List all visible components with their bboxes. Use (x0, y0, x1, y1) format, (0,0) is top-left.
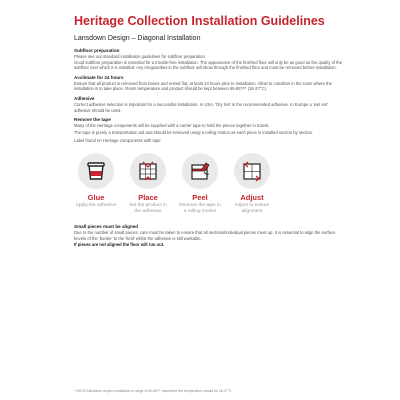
section-heading-subfloor: Subfloor preparation (74, 48, 120, 53)
step-glue-circle (78, 153, 114, 189)
adhesive-tub-icon (85, 160, 107, 182)
section-small-pieces (74, 224, 344, 247)
section-tape (74, 117, 344, 143)
subfloor-paragraph-2: Good subfloor preparation is essential for a trouble-free installation. The appearance of the finished floor will only be as good as the quality of the subfloor over which it is installed. Any irregularities in the subfloor will show through the finished floor and must be removed before installation. (74, 59, 343, 71)
section-heading-adhesive: Adhesive (74, 95, 95, 101)
section-adhesive (74, 96, 344, 113)
section-heading-small-pieces: Small pieces must be aligned (74, 224, 139, 230)
adhesive-paragraph: Correct adhesive selection is important for a successful installation. In USA, 'Dry Set' is the recommended adhesive. In Europe a 'wet set' adhesive should be used. (74, 101, 328, 113)
step-adjust-desc: Adjust to ensure alignment (234, 203, 270, 215)
guidelines-page (74, 14, 344, 247)
page-title: Heritage Collection Installation Guidelines (74, 14, 325, 28)
step-glue-desc: Apply the adhesive (75, 203, 117, 209)
step-place-label: Place (138, 193, 158, 203)
section-subfloor (74, 48, 344, 71)
installation-steps (74, 153, 274, 215)
small-pieces-warning: If pieces are not aligned the floor will run out. (74, 241, 165, 247)
section-acclimate (74, 75, 344, 92)
step-place (126, 153, 170, 215)
place-product-icon (136, 159, 160, 183)
step-adjust-label: Adjust (240, 193, 264, 203)
small-pieces-paragraph: Due to the number of small pieces, care must be taken to ensure that all sections/individual pieces meet up. It is essential to align the surface bevels of the 'border' to the 'field' whilst the adhesive is still workable. (74, 230, 336, 242)
step-peel-label: Peel (192, 193, 208, 203)
step-adjust (230, 153, 274, 215)
step-peel (178, 153, 222, 215)
step-glue-label: Glue (87, 193, 105, 203)
step-glue (74, 153, 118, 215)
step-peel-desc: Remove the tape in a rolling motion (179, 203, 221, 215)
step-place-circle (130, 153, 166, 189)
step-place-desc: Set the product in the adhesive (129, 203, 167, 215)
footnote: * ASTM Standards require installation in range of 65-85°F, elsewhere the temperature should be 18-27°C. (74, 389, 233, 393)
adjust-alignment-icon (240, 159, 264, 183)
subfloor-paragraph-1: Please see our standard installation guidelines for subfloor preparation. (74, 54, 206, 59)
step-peel-circle (182, 153, 218, 189)
peel-tape-icon (188, 159, 212, 183)
section-heading-tape: Remove the tape (74, 117, 111, 123)
acclimate-paragraph: Ensure that all product is removed from boxes and rested flat, at least 24 hours prior to installation. Allow to condition in the room where the installation is to take place. Room temperature and product should be kept between 65-85°F* (18-27°C). (74, 80, 332, 92)
tape-paragraph-1: Many of the Heritage components will be supplied with a carrier tape to hold the pieces together in transit. (74, 123, 270, 129)
tape-paragraph-2: The tape is purely a transportation aid and should be removed using a rolling motion as each piece is installed section by section. (74, 130, 314, 136)
tape-label-caption: Label found on Heritage components with tape (74, 137, 161, 143)
section-heading-acclimate: Acclimate for 24 hours (74, 74, 124, 80)
page-subtitle: Lansdown Design – Diagonal Installation (74, 35, 201, 42)
step-adjust-circle (234, 153, 270, 189)
